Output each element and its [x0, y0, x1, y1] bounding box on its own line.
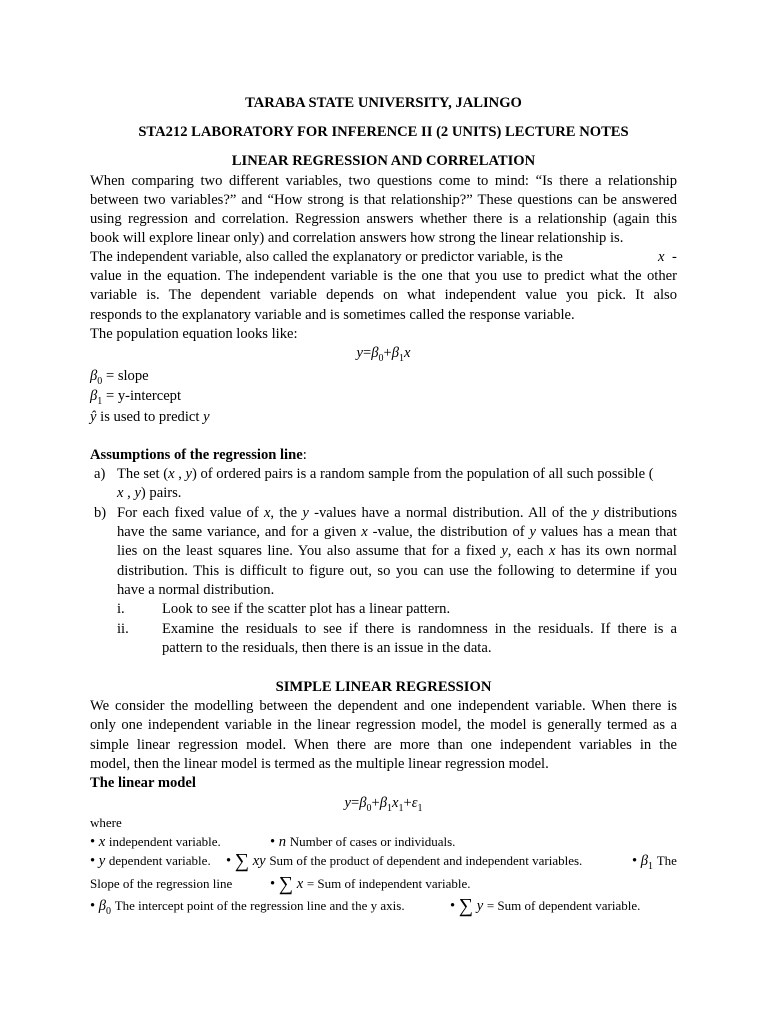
university-title: TARABA STATE UNIVERSITY, JALINGO: [245, 95, 522, 111]
slr-heading: SIMPLE LINEAR REGRESSION: [275, 679, 492, 695]
intro-line: variable is. The dependent variable depends on what independent value you pick. It also: [90, 287, 677, 303]
text: The independent variable, also called the explanatory or predictor variable, is the: [90, 249, 563, 265]
def-yhat: ŷ is used to predict y: [90, 409, 210, 425]
definition-row: • y dependent variable. • ∑ xy Sum of the product of dependent and independent variables. • $\beta_1$ The: [90, 850, 677, 872]
definition-row: • $\beta_0$ The intercept point of the regression line and the y axis. • ∑ y = Sum of dependent variable.: [90, 895, 641, 917]
intro-line: using regression and correlation. Regression answers whether there is a relationship (again this: [90, 211, 677, 227]
roman-item: Examine the residuals to see if there is randomness in the residuals. If there is a: [162, 621, 677, 637]
intro-line: between two variables?” and “How strong is that relationship?” These questions can be answered: [90, 192, 677, 208]
where-label: where: [90, 815, 122, 830]
assumptions-heading: Assumptions of the regression line:: [90, 447, 307, 463]
slr-line: We consider the modelling between the dependent and one independent variable. When there is: [90, 698, 677, 714]
assumption-b-line: have the same variance, and for a given x -value, the distribution of y values has a mean that: [117, 524, 677, 540]
linear-model-heading: The linear model: [90, 775, 196, 791]
independent-var-line: [90, 248, 677, 267]
slr-line: simple linear regression model. When there are more than one independent variables in the: [90, 737, 677, 753]
slr-line: only one independent variable in the linear regression model, the model is generally termed as a: [90, 717, 677, 733]
assumption-a-line: The set (x , y) of ordered pairs is a random sample from the population of all such possible (: [117, 466, 654, 482]
topic-heading: LINEAR REGRESSION AND CORRELATION: [231, 153, 536, 169]
roman-item: pattern to the residuals, then there is an issue in the data.: [162, 640, 492, 656]
intro-line: When comparing two different variables, two questions come to mind: “Is there a relationship: [90, 173, 677, 189]
definition-row: Slope of the regression line • ∑ x = Sum of independent variable.: [90, 873, 471, 895]
roman-label: ii.: [117, 621, 129, 637]
math-var: x: [658, 249, 665, 265]
assumption-b-line: For each fixed value of x, the y -values have a normal distribution. All of the y distributions: [117, 505, 678, 521]
assumption-b-line: lies on the least squares line. You also assume that for a fixed y, each x has its own normal: [117, 543, 677, 559]
list-label: b): [94, 505, 107, 521]
intro-line: book will explore linear only) and correlation answers how strong the linear relationship is.: [90, 230, 624, 246]
roman-label: i.: [117, 601, 125, 617]
linear-model-equation: $y=\beta_0+\beta_1x_1+\varepsilon_1$: [344, 795, 423, 814]
def-slope: $\beta_0$ = slope: [90, 368, 149, 387]
list-label: a): [94, 466, 106, 482]
intro-line: value in the equation. The independent variable is the one that you use to predict what the other: [90, 268, 677, 284]
roman-item: Look to see if the scatter plot has a linear pattern.: [162, 601, 451, 617]
intro-line: responds to the explanatory variable and is sometimes called the response variable.: [90, 307, 575, 323]
slr-line: model, then the linear model is termed as the multiple linear regression model.: [90, 756, 549, 772]
intro-line: The population equation looks like:: [90, 326, 298, 342]
definition-row: • x independent variable. • n Number of cases or individuals.: [90, 834, 456, 850]
course-title: STA212 LABORATORY FOR INFERENCE II (2 UNITS) LECTURE NOTES: [138, 124, 629, 140]
text: -: [672, 249, 677, 265]
assumption-b-line: distribution. This is difficult to figure out, so you can use the following to determine if you: [117, 563, 677, 579]
assumption-b-line: have a normal distribution.: [117, 582, 275, 598]
def-intercept: $\beta_1$ = y-intercept: [90, 388, 182, 407]
population-equation: $y=\beta_0+\beta_1x$: [356, 345, 411, 364]
assumption-a-line: x , y) pairs.: [117, 485, 182, 501]
